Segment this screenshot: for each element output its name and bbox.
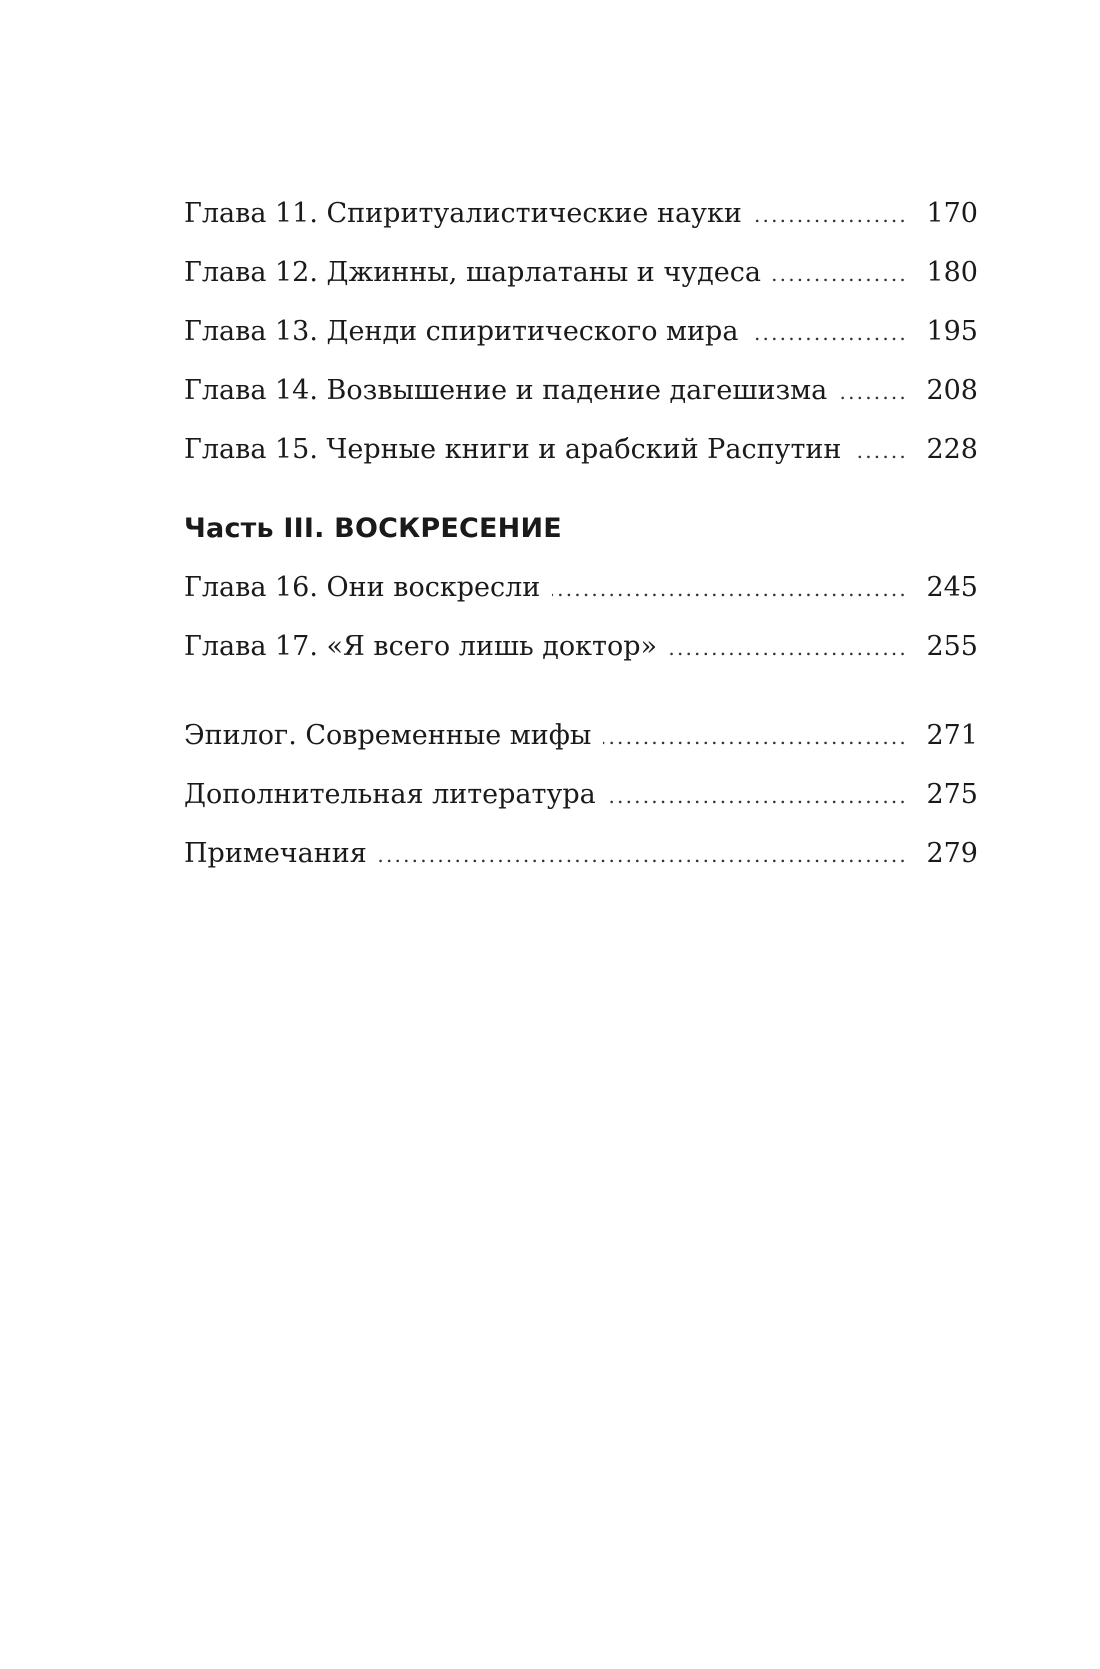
- toc-entry-page: 195: [926, 316, 978, 347]
- toc-entry-title: Глава 13. Денди спиритического мира: [184, 316, 739, 347]
- toc-entry-title: Глава 12. Джинны, шарлатаны и чудеса: [184, 257, 761, 288]
- toc-entry-page: 170: [926, 198, 978, 229]
- toc-entry-page: 279: [926, 838, 978, 869]
- dot-leader: [379, 826, 908, 885]
- toc-entry-title: Глава 15. Черные книги и арабский Распутин: [184, 434, 842, 465]
- toc-entry-page: 271: [926, 720, 978, 751]
- toc-entry-page: 180: [926, 257, 978, 288]
- toc-entry-chapter-12: [184, 243, 978, 302]
- toc-entry-title: Дополнительная литература: [184, 779, 596, 810]
- toc-entry-chapter-17: [184, 617, 978, 676]
- toc-entry-chapter-14: [184, 361, 978, 420]
- toc-entry-title: Глава 16. Они воскресли: [184, 572, 541, 603]
- dot-leader: [603, 708, 908, 767]
- toc-entry-page: 255: [926, 631, 978, 662]
- toc-entry-page: 208: [926, 375, 978, 406]
- dot-leader: [754, 186, 908, 245]
- toc-entry-chapter-16: [184, 558, 978, 617]
- dot-leader: [608, 767, 908, 826]
- dot-leader: [853, 422, 908, 481]
- dot-leader: [552, 560, 908, 619]
- toc-entry-page: 228: [926, 434, 978, 465]
- dot-leader: [773, 245, 908, 304]
- toc-entry-title: Эпилог. Современные мифы: [184, 720, 592, 751]
- toc-entry-page: 245: [926, 572, 978, 603]
- section-spacer: [184, 676, 978, 706]
- toc-entry-epilogue: [184, 706, 978, 765]
- toc-entry-title: Глава 14. Возвышение и падение дагешизма: [184, 375, 828, 406]
- toc-entry-chapter-15: [184, 420, 978, 479]
- toc-entry-title: Глава 17. «Я всего лишь доктор»: [184, 631, 658, 662]
- toc-entry-title: Глава 11. Спиритуалистические науки: [184, 198, 742, 229]
- part-heading: Часть III. ВОСКРЕСЕНИЕ: [184, 513, 562, 544]
- toc-entry-further-reading: [184, 765, 978, 824]
- dot-leader: [669, 619, 908, 678]
- dot-leader: [839, 363, 908, 422]
- toc-entry-chapter-11: [184, 184, 978, 243]
- toc-entry-notes: [184, 824, 978, 883]
- toc-entry-page: 275: [926, 779, 978, 810]
- table-of-contents: [184, 184, 978, 883]
- toc-entry-chapter-13: [184, 302, 978, 361]
- dot-leader: [750, 304, 908, 363]
- toc-entry-title: Примечания: [184, 838, 367, 869]
